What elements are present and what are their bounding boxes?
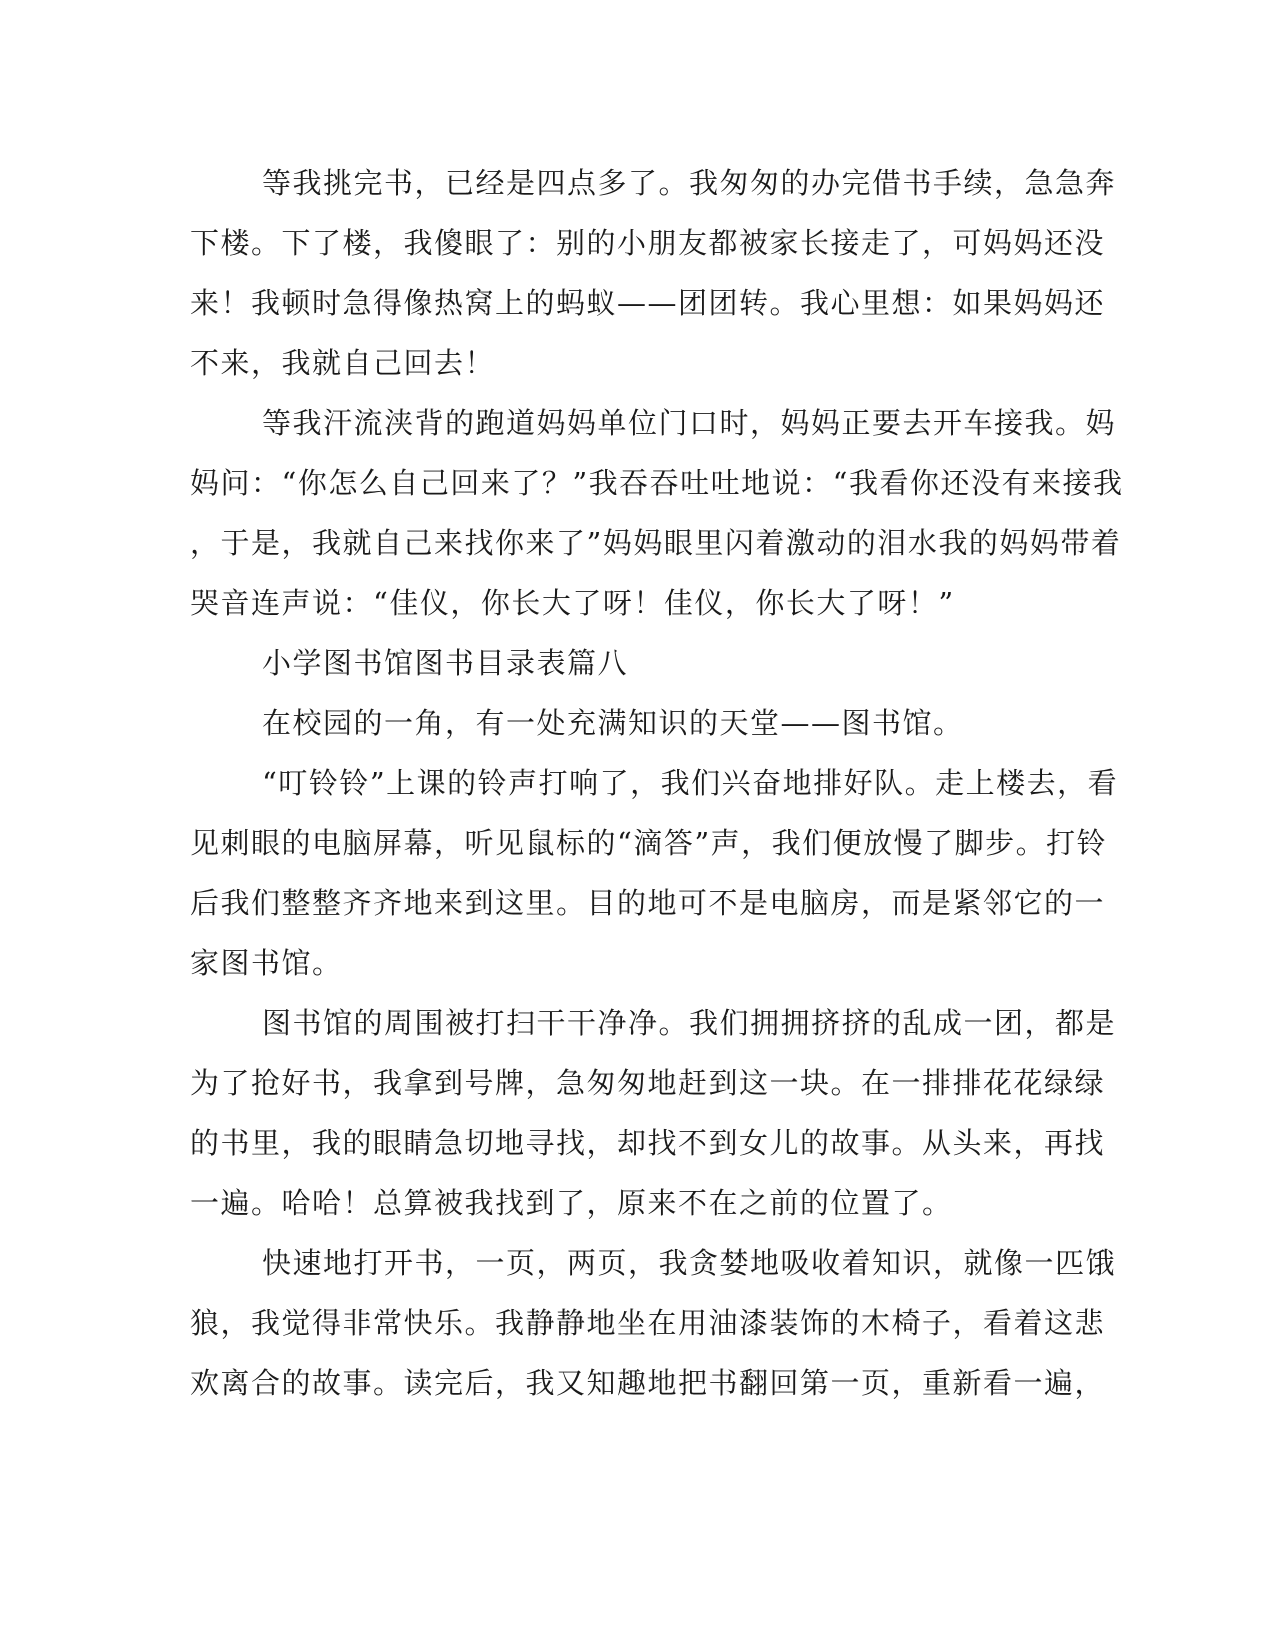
text-line: 快速地打开书，一页，两页，我贪婪地吸收着知识，就像一匹饿 bbox=[262, 1246, 1117, 1280]
text-line: 一遍。哈哈！总算被我找到了，原来不在之前的位置了。 bbox=[190, 1186, 953, 1220]
paragraph bbox=[190, 153, 1117, 393]
text-line: 见刺眼的电脑屏幕，听见鼠标的“滴答”声，我们便放慢了脚步。打铃 bbox=[190, 826, 1108, 860]
text-line: 在校园的一角，有一处充满知识的天堂——图书馆。 bbox=[262, 706, 964, 740]
text-line: 狼，我觉得非常快乐。我静静地坐在用油漆装饰的木椅子，看着这悲 bbox=[190, 1306, 1106, 1340]
text-line: 欢离合的故事。读完后，我又知趣地把书翻回第一页，重新看一遍， bbox=[190, 1366, 1106, 1400]
text-line: 妈问：“你怎么自己回来了？”我吞吞吐吐地说：“我看你还没有来接我 bbox=[190, 466, 1124, 500]
paragraph bbox=[190, 993, 1117, 1233]
paragraph bbox=[190, 393, 1124, 633]
text-line: 为了抢好书，我拿到号牌，急匆匆地赶到这一块。在一排排花花绿绿 bbox=[190, 1066, 1106, 1100]
text-line: 来！我顿时急得像热窝上的蚂蚁——团团转。我心里想：如果妈妈还 bbox=[190, 286, 1106, 320]
text-line: 的书里，我的眼睛急切地寻找，却找不到女儿的故事。从头来，再找 bbox=[190, 1126, 1106, 1160]
paragraph bbox=[190, 1233, 1117, 1413]
text-line: 图书馆的周围被打扫干干净净。我们拥拥挤挤的乱成一团，都是 bbox=[262, 1006, 1117, 1040]
text-line: 哭音连声说：“佳仪，你长大了呀！佳仪，你长大了呀！” bbox=[190, 586, 955, 620]
text-line: “叮铃铃”上课的铃声打响了，我们兴奋地排好队。走上楼去，看 bbox=[262, 766, 1119, 800]
text-line: 不来，我就自己回去！ bbox=[190, 346, 496, 380]
text-line: 等我挑完书，已经是四点多了。我匆匆的办完借书手续，急急奔 bbox=[262, 166, 1117, 200]
text-line: 后我们整整齐齐地来到这里。目的地可不是电脑房，而是紧邻它的一 bbox=[190, 886, 1106, 920]
text-line: 家图书馆。 bbox=[190, 946, 343, 980]
text-line: ，于是，我就自己来找你来了”妈妈眼里闪着激动的泪水我的妈妈带着 bbox=[190, 526, 1122, 560]
text-line: 下楼。下了楼，我傻眼了：别的小朋友都被家长接走了，可妈妈还没 bbox=[190, 226, 1106, 260]
document-body bbox=[190, 153, 1124, 1413]
heading-line: 小学图书馆图书目录表篇八 bbox=[262, 646, 629, 680]
text-line: 等我汗流浃背的跑道妈妈单位门口时，妈妈正要去开车接我。妈 bbox=[262, 406, 1117, 440]
paragraph bbox=[190, 753, 1119, 993]
paragraph bbox=[190, 693, 1090, 753]
section-heading bbox=[190, 633, 1090, 693]
